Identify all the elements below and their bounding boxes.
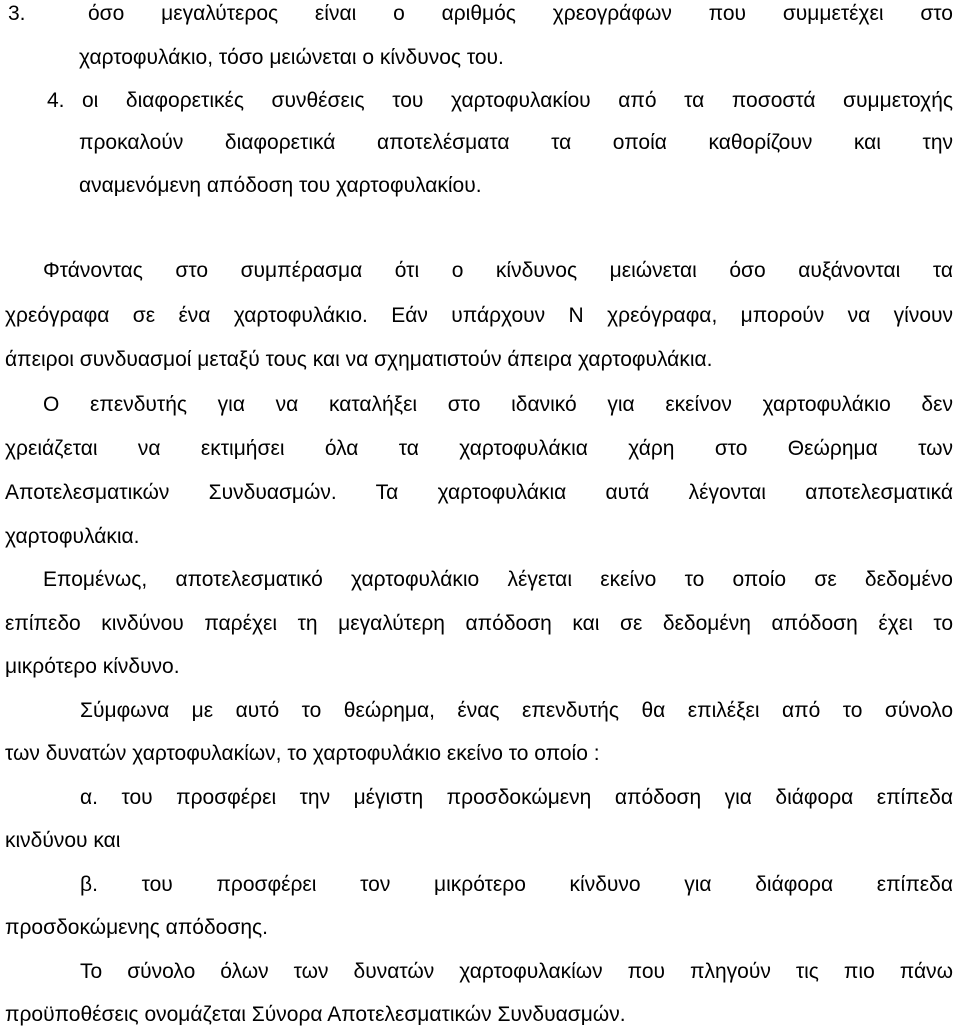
paragraph-line: Επομένως, αποτελεσματικό χαρτοφυλάκιο λέγεται εκείνο το οποίο σε δεδομένο [43, 568, 953, 591]
paragraph-line: προϋποθέσεις ονομάζεται Σύνορα Αποτελεσματικών Συνδυασμών. [5, 1003, 626, 1026]
paragraph-line: μικρότερο κίνδυνο. [5, 655, 180, 678]
list-text-line: χαρτοφυλάκιο, τόσο μειώνεται ο κίνδυνος του. [79, 46, 504, 69]
list-text-line: οι διαφορετικές συνθέσεις του χαρτοφυλακίου από τα ποσοστά συμμετοχής [82, 89, 953, 112]
paragraph-line: χρειάζεται να εκτιμήσει όλα τα χαρτοφυλάκια χάρη στο Θεώρημα των [5, 437, 953, 460]
paragraph-line: Αποτελεσματικών Συνδυασμών. Τα χαρτοφυλάκια αυτά λέγονται αποτελεσματικά [5, 481, 953, 504]
list-text-line: προκαλούν διαφορετικά αποτελέσματα τα οποία καθορίζουν και την [79, 131, 953, 154]
paragraph-line: των δυνατών χαρτοφυλακίων, το χαρτοφυλάκιο εκείνο το οποίο : [5, 742, 600, 765]
list-number: 3. [8, 2, 26, 25]
list-text-line: αναμενόμενη απόδοση του χαρτοφυλακίου. [79, 174, 482, 197]
paragraph-line: χαρτοφυλάκια. [5, 525, 140, 548]
paragraph-line: προσδοκώμενης απόδοσης. [5, 916, 268, 939]
paragraph-line: Ο επενδυτής για να καταλήξει στο ιδανικό για εκείνον χαρτοφυλάκιο δεν [43, 393, 953, 416]
paragraph-line: α. του προσφέρει την μέγιστη προσδοκώμενη απόδοση για διάφορα επίπεδα [80, 786, 953, 809]
paragraph-line: επίπεδο κινδύνου παρέχει τη μεγαλύτερη απόδοση και σε δεδομένη απόδοση έχει το [5, 612, 953, 635]
paragraph-line: άπειροι συνδυασμοί μεταξύ τους και να σχηματιστούν άπειρα χαρτοφυλάκια. [5, 348, 713, 371]
paragraph-line: κινδύνου και [5, 829, 121, 852]
list-text-line: όσο μεγαλύτερος είναι ο αριθμός χρεογράφων που συμμετέχει στο [88, 2, 953, 25]
paragraph-line: Το σύνολο όλων των δυνατών χαρτοφυλακίων που πληγούν τις πιο πάνω [80, 960, 953, 983]
paragraph-line: Φτάνοντας στο συμπέρασμα ότι ο κίνδυνος μειώνεται όσο αυξάνονται τα [43, 259, 953, 282]
list-number: 4. [47, 89, 65, 112]
paragraph-line: β. του προσφέρει τον μικρότερο κίνδυνο για διάφορα επίπεδα [80, 873, 953, 896]
paragraph-line: χρεόγραφα σε ένα χαρτοφυλάκιο. Εάν υπάρχουν Ν χρεόγραφα, μπορούν να γίνουν [5, 304, 953, 327]
paragraph-line: Σύμφωνα με αυτό το θεώρημα, ένας επενδυτής θα επιλέξει από το σύνολο [80, 699, 953, 722]
